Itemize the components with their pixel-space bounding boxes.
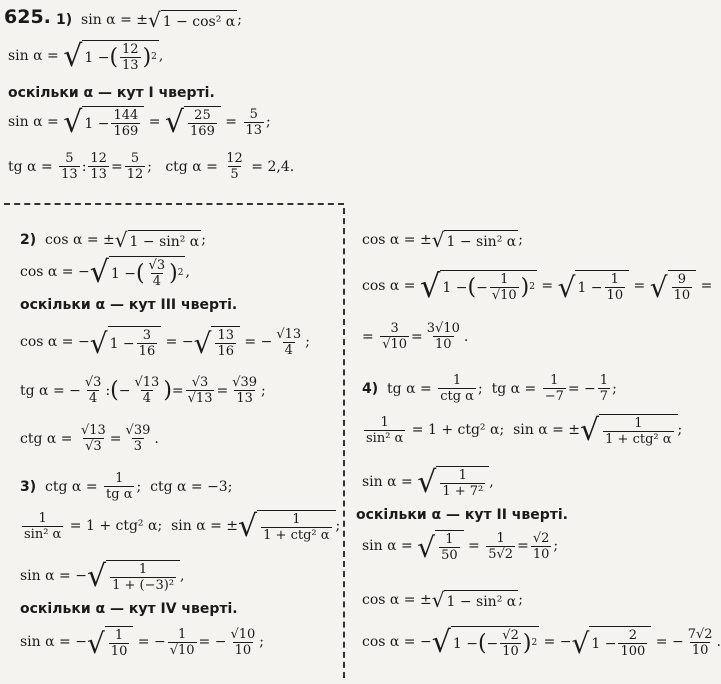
eq-text: √39 — [125, 423, 151, 438]
eq-text: 169 — [113, 124, 139, 139]
eq-text: 1 — [500, 272, 509, 287]
eq-text: 10 — [532, 546, 550, 562]
eq-text: ± — [568, 422, 581, 438]
eq-4-4: sin α = √ $\frac{1}{50}$ = $\frac{1}{5√2}$ = $\frac{√2}{10}$ ; — [362, 530, 559, 564]
eq-text: 10 — [435, 337, 452, 352]
eq-text: ± — [420, 592, 432, 608]
eq-text: sin α = — [513, 422, 564, 438]
eq-text: 1 — [114, 628, 124, 643]
eq-text: 3 — [390, 321, 399, 336]
eq-text: cos α = — [20, 334, 74, 350]
eq-2-4: tg α = − $\frac{√3}{4}$ : ( − $\frac{√13}{4}$ ) = $\frac{√3}{√13}$ = $\frac{√39}{13}$ ; — [20, 375, 266, 406]
eq-text: = 1 + ctg² α; — [411, 422, 505, 438]
eq-text: 100 — [620, 644, 646, 659]
eq-text: 1 — [445, 532, 454, 547]
eq-text: sin α = — [81, 12, 132, 28]
eq-text: ctg α — [440, 389, 474, 404]
eq-text: 1 + 7² — [442, 484, 484, 499]
text-since-q3: оскільки α — кут III чверті. — [20, 297, 238, 313]
eq-text: √39 — [232, 375, 258, 390]
eq-text: cos α = — [20, 264, 74, 280]
eq-text: 1 + ctg² α — [263, 528, 330, 543]
eq-text: 1 — [38, 510, 47, 526]
eq-text: 3 — [142, 328, 152, 343]
section-divider-vertical — [343, 208, 345, 678]
eq-text: √13 — [80, 423, 106, 438]
eq-text: 1 — [610, 272, 619, 287]
eq-text: 1 − sin² α — [444, 230, 518, 250]
eq-text: 5 — [130, 151, 140, 166]
eq-text: 12 — [226, 151, 243, 166]
eq-text: √13 — [134, 375, 160, 390]
eq-text: tg α = — [387, 380, 432, 397]
eq-text: √10 — [230, 626, 256, 642]
eq-text: sin² α — [24, 526, 62, 542]
eq-text: 1 — [380, 414, 389, 430]
eq-text: 1 − sin² α — [128, 230, 202, 250]
eq-2r-2: cos α = √ 1 − ( − $\frac{1}{√10}$ ) 2 = √ 1 − $\frac{1}{10}$ = √ $\frac{9}{10}$ = — [362, 267, 713, 305]
eq-text: √10 — [491, 288, 517, 303]
eq-text: 1 — [458, 468, 467, 483]
eq-text: 1 − — [591, 635, 617, 652]
eq-text: 4 — [142, 391, 152, 406]
eq-text: sin² α — [366, 430, 404, 446]
eq-text: 5√2 — [488, 546, 514, 562]
eq-text: cos α = — [45, 232, 99, 248]
eq-2r-1: cos α = ± √ 1 − sin² α ; — [362, 228, 523, 252]
eq-text: sin α = — [171, 518, 222, 534]
eq-text: tg α = — [491, 380, 537, 397]
eq-3-3: sin α = − √ $\frac{1}{\text{1 + (−3)²}}$ , — [20, 559, 185, 594]
eq-text: 144 — [113, 108, 139, 123]
eq-text: 10 — [502, 644, 519, 659]
eq-3-2: $\frac{1}{\text{sin² α}}$ = 1 + ctg² α; sin α = ± √ $\frac{1}{\text{1 + ctg² α}}$ ; — [24, 509, 341, 544]
eq-text: cos α = — [362, 232, 416, 248]
eq-1-1: 1) sin α = ± √ 1 − cos² α ; — [56, 8, 242, 32]
eq-text: cos α = — [362, 278, 416, 294]
eq-text: 5 — [249, 106, 258, 122]
eq-text: 1 − — [577, 279, 603, 296]
eq-text: 25 — [194, 108, 211, 123]
eq-1-3: sin α = √ 1 − $\frac{144}{169}$ = √ $\frac{25}{169}$ = $\frac{5}{13}$ ; — [8, 105, 271, 140]
eq-text: ctg α = — [165, 158, 218, 175]
eq-text: ± — [136, 12, 148, 28]
eq-text: 16 — [138, 344, 156, 359]
eq-text: 5 — [230, 167, 239, 182]
eq-text: 169 — [190, 124, 215, 139]
eq-text: ctg α = −3; — [150, 478, 233, 495]
eq-text: 1 − — [109, 335, 135, 352]
eq-text: √13 — [276, 326, 302, 342]
eq-text: 12 — [90, 151, 107, 166]
eq-text: 1 − — [110, 265, 136, 282]
eq-text: 1 − — [452, 635, 478, 652]
eq-2r-3: = $\frac{3}{√10}$ = $\frac{3√10}{10}$ . — [362, 321, 469, 352]
eq-text: ctg α = — [45, 478, 98, 495]
eq-text: 1 — [452, 373, 462, 388]
eq-text: √3 — [84, 375, 102, 390]
text-since-q1: оскільки α — кут I чверті. — [8, 85, 215, 101]
eq-3-4: sin α = − √ $\frac{1}{10}$ = − $\frac{1}{√10}$ = − $\frac{√10}{10}$ ; — [20, 626, 265, 660]
eq-text: −7 — [544, 389, 564, 404]
eq-text: tg α = — [20, 382, 65, 399]
eq-text: √3 — [85, 439, 102, 454]
eq-text: ± — [226, 518, 239, 534]
eq-text: sin α = — [362, 538, 413, 554]
eq-4-3: sin α = √ $\frac{1}{\text{1 + 7²}}$ , — [362, 465, 494, 500]
eq-2-3: cos α = − √ 1 − $\frac{3}{16}$ = − √ $\frac{13}{16}$ = − $\frac{√13}{4}$ ; — [20, 326, 310, 360]
eq-text: 13 — [90, 167, 107, 182]
part-label: 2) — [20, 232, 37, 248]
eq-text: 10 — [234, 642, 252, 658]
part-label: 1) — [56, 12, 73, 28]
eq-text: sin α = — [8, 114, 59, 130]
eq-text: 1 — [115, 471, 124, 486]
eq-text: 1 − sin² α — [444, 590, 518, 610]
eq-2-5: ctg α = $\frac{√13}{√3}$ = $\frac{√39}{3}$ . — [20, 423, 159, 454]
eq-text: √3 — [148, 258, 166, 273]
eq-text: 1 — [496, 530, 505, 546]
eq-text: 4 — [89, 391, 98, 406]
eq-text: √13 — [187, 391, 213, 406]
eq-4-2: $\frac{1}{\text{sin² α}}$ = 1 + ctg² α; sin α = ± √ $\frac{1}{\text{1 + ctg² α}}$ ; — [366, 413, 683, 448]
eq-text: 1 + ctg² α — [605, 432, 672, 447]
eq-text: 10 — [691, 642, 709, 658]
eq-text: = 2,4. — [251, 158, 295, 175]
eq-text: 7 — [599, 389, 609, 404]
eq-2-2: cos α = − √ 1 − ( $\frac{√3}{4}$ ) 2 , — [20, 255, 190, 290]
eq-text: 1 − — [84, 49, 110, 66]
eq-text: 16 — [217, 344, 234, 359]
part-label: 4) — [362, 380, 379, 397]
eq-text: 1 + (−3)² — [112, 578, 175, 593]
eq-text: 3√10 — [426, 321, 460, 336]
eq-4-5: cos α = ± √ 1 − sin² α ; — [362, 588, 523, 612]
eq-text: 1 — [634, 416, 643, 431]
eq-text: 9 — [677, 272, 686, 287]
text-since-q2: оскільки α — кут II чверті. — [356, 507, 569, 523]
eq-text: 2 — [628, 628, 638, 643]
eq-text: √2 — [532, 530, 550, 546]
eq-text: sin α = — [20, 634, 71, 650]
eq-text: √2 — [502, 628, 519, 643]
eq-text: √3 — [191, 375, 209, 390]
eq-text: 12 — [126, 167, 144, 182]
eq-text: tg α = — [8, 158, 53, 175]
eq-text: 4 — [284, 342, 293, 358]
eq-text: 1 — [177, 626, 187, 642]
eq-text: 10 — [110, 644, 128, 659]
eq-text: 13 — [245, 122, 263, 138]
eq-2-1: 2) cos α = ± √ 1 − sin² α ; — [20, 228, 206, 252]
eq-text: sin α = — [20, 568, 71, 584]
eq-text: 1 − cos² α — [161, 10, 238, 30]
eq-1-4: tg α = $\frac{5}{13}$ : $\frac{12}{13}$ = $\frac{5}{12}$ ; ctg α = $\frac{12}{5}$ = 2,4. — [8, 151, 295, 182]
eq-text: 13 — [61, 167, 78, 182]
eq-text: √10 — [382, 337, 408, 352]
eq-text: cos α = — [362, 592, 416, 608]
eq-text: 1 — [550, 373, 559, 388]
eq-1-2: sin α = √ 1 − ( $\frac{12}{13}$ ) 2 , — [8, 39, 164, 74]
eq-text: 50 — [441, 548, 458, 563]
eq-text: 10 — [606, 288, 624, 303]
eq-text: 4 — [152, 274, 161, 289]
eq-text: 3 — [133, 439, 143, 454]
eq-3-1: 3) ctg α = $\frac{1}{\text{tg α}}$ ; ctg α = −3; — [20, 471, 233, 502]
eq-text: 5 — [65, 151, 74, 166]
eq-text: tg α — [106, 487, 133, 502]
eq-text: 13 — [236, 391, 253, 406]
eq-text: 1 − — [442, 279, 468, 296]
eq-text: sin α = — [8, 48, 59, 64]
eq-text: = 1 + ctg² α; — [69, 518, 163, 534]
eq-4-1: 4) tg α = $\frac{1}{\text{ctg α}}$ ; tg α = $\frac{1}{-7}$ = − $\frac{1}{7}$ ; — [362, 373, 617, 404]
eq-text: 1 — [292, 512, 301, 527]
eq-text: √10 — [169, 642, 195, 658]
eq-text: 10 — [673, 288, 691, 303]
eq-text: 12 — [122, 42, 139, 57]
eq-text: 1 — [138, 562, 148, 577]
eq-text: ± — [420, 232, 432, 248]
section-divider-horizontal — [4, 203, 344, 205]
eq-text: 13 — [217, 328, 234, 343]
eq-text: 1 − — [84, 115, 110, 132]
eq-text: ± — [103, 232, 115, 248]
eq-text: 7√2 — [687, 626, 713, 642]
eq-4-6: cos α = − √ 1 − ( − $\frac{√2}{10}$ ) 2 = − √ 1 − $\frac{2}{100}$ = − $\frac{7√2}{10}$ . — [362, 625, 721, 660]
problem-number: 625. — [4, 6, 51, 28]
eq-text: sin α = — [362, 474, 413, 490]
text-since-q4: оскільки α — кут IV чверті. — [20, 601, 238, 617]
eq-text: ctg α = — [20, 430, 73, 447]
eq-text: 13 — [122, 58, 139, 73]
eq-text: 1 — [599, 373, 609, 388]
eq-text: cos α = — [362, 634, 416, 650]
part-label: 3) — [20, 478, 37, 495]
